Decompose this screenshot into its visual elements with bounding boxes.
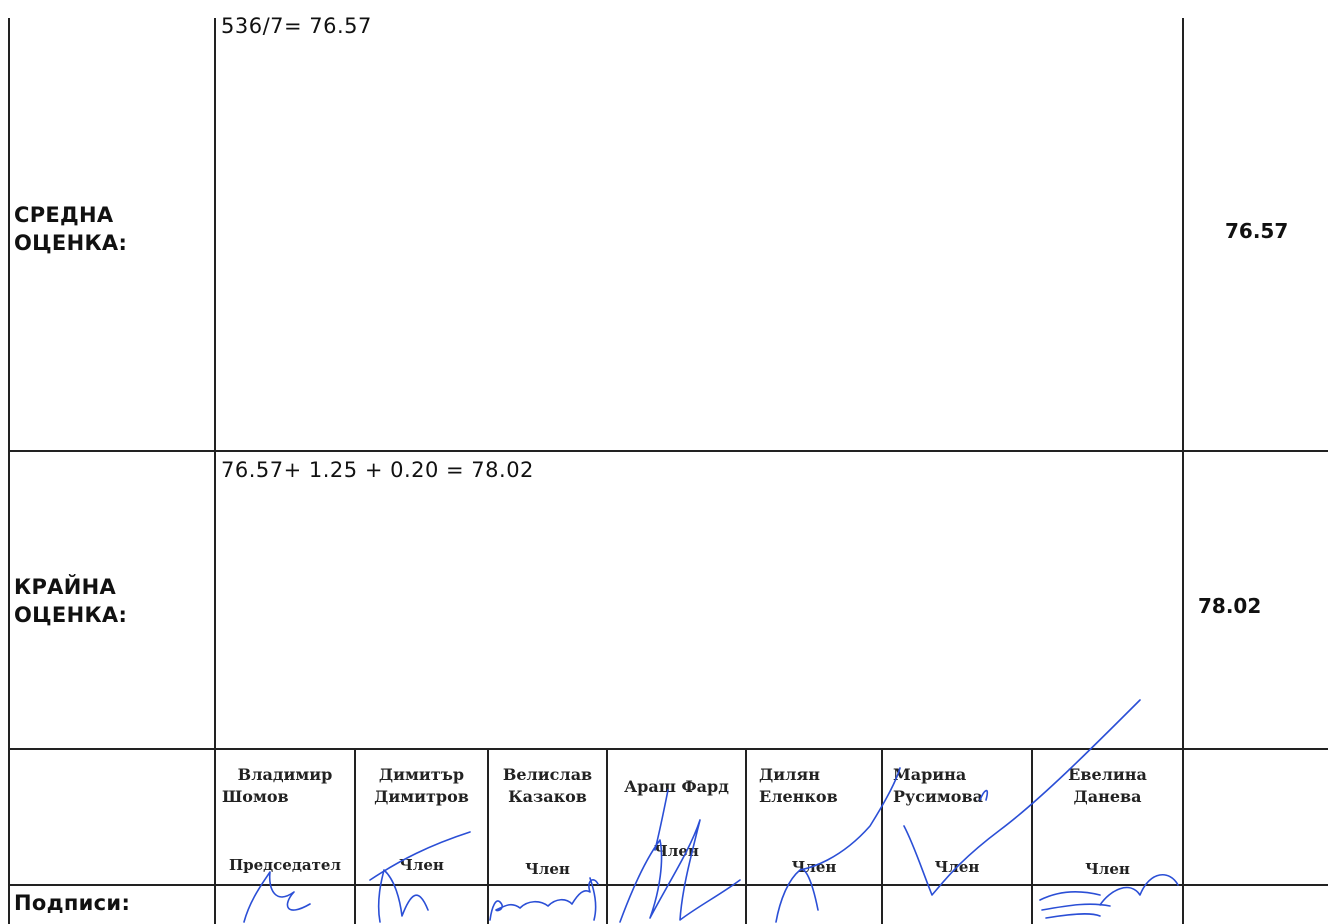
average-label-line2: ОЦЕНКА: [14, 231, 128, 255]
member-name [216, 764, 354, 808]
member-name-line1: Велислав [502, 765, 593, 784]
member-name-line2: Казаков [508, 787, 587, 806]
member-name-line1: Марина [893, 765, 967, 784]
member-name-line1: Евелина [1068, 765, 1147, 784]
row-divider-signature-bottom [8, 884, 1328, 886]
member-name [489, 764, 606, 808]
row-divider-final [8, 450, 1328, 452]
member-name-line1: Араш Фард [624, 777, 729, 796]
member-name-line2: Данева [1073, 787, 1142, 806]
member-role: Председател [228, 856, 341, 874]
member-role: Член [934, 858, 980, 876]
member-name-line2: Шомов [222, 787, 289, 806]
row-divider-signatures [8, 748, 1328, 750]
outer-left-border [8, 18, 10, 924]
final-score: 78.02 [1198, 594, 1262, 618]
signature-daneva [1040, 875, 1178, 918]
member-name-line2: Димитров [374, 787, 469, 806]
average-score: 76.57 [1225, 219, 1289, 243]
member-name-line2: Русимова [893, 787, 983, 806]
member-name [747, 764, 881, 808]
member-name-line2: Еленков [759, 787, 838, 806]
signature-dimitrov [370, 832, 470, 922]
member-name [356, 764, 487, 808]
member-role: Член [399, 856, 444, 874]
final-label-line1: КРАЙНА [14, 575, 117, 599]
member-name [1033, 764, 1182, 808]
column-divider-score [1182, 18, 1184, 924]
final-formula: 76.57+ 1.25 + 0.20 = 78.02 [221, 458, 534, 482]
sig-col-divider [606, 748, 608, 924]
average-formula: 536/7= 76.57 [221, 14, 372, 38]
signatures-label: Подписи: [14, 891, 131, 915]
signature-shomov [244, 872, 310, 922]
member-name-line1: Димитър [378, 765, 465, 784]
member-name-line1: Дилян [759, 765, 820, 784]
member-role: Член [1085, 860, 1130, 878]
average-label-line1: СРЕДНА [14, 203, 114, 227]
final-label-line2: ОЦЕНКА: [14, 603, 128, 627]
member-name-line1: Владимир [237, 765, 333, 784]
member-role: Член [654, 842, 699, 860]
member-name [608, 776, 745, 798]
member-role: Член [525, 860, 570, 878]
signature-ink [244, 700, 1178, 922]
member-name [883, 764, 1031, 808]
member-role: Член [791, 858, 837, 876]
